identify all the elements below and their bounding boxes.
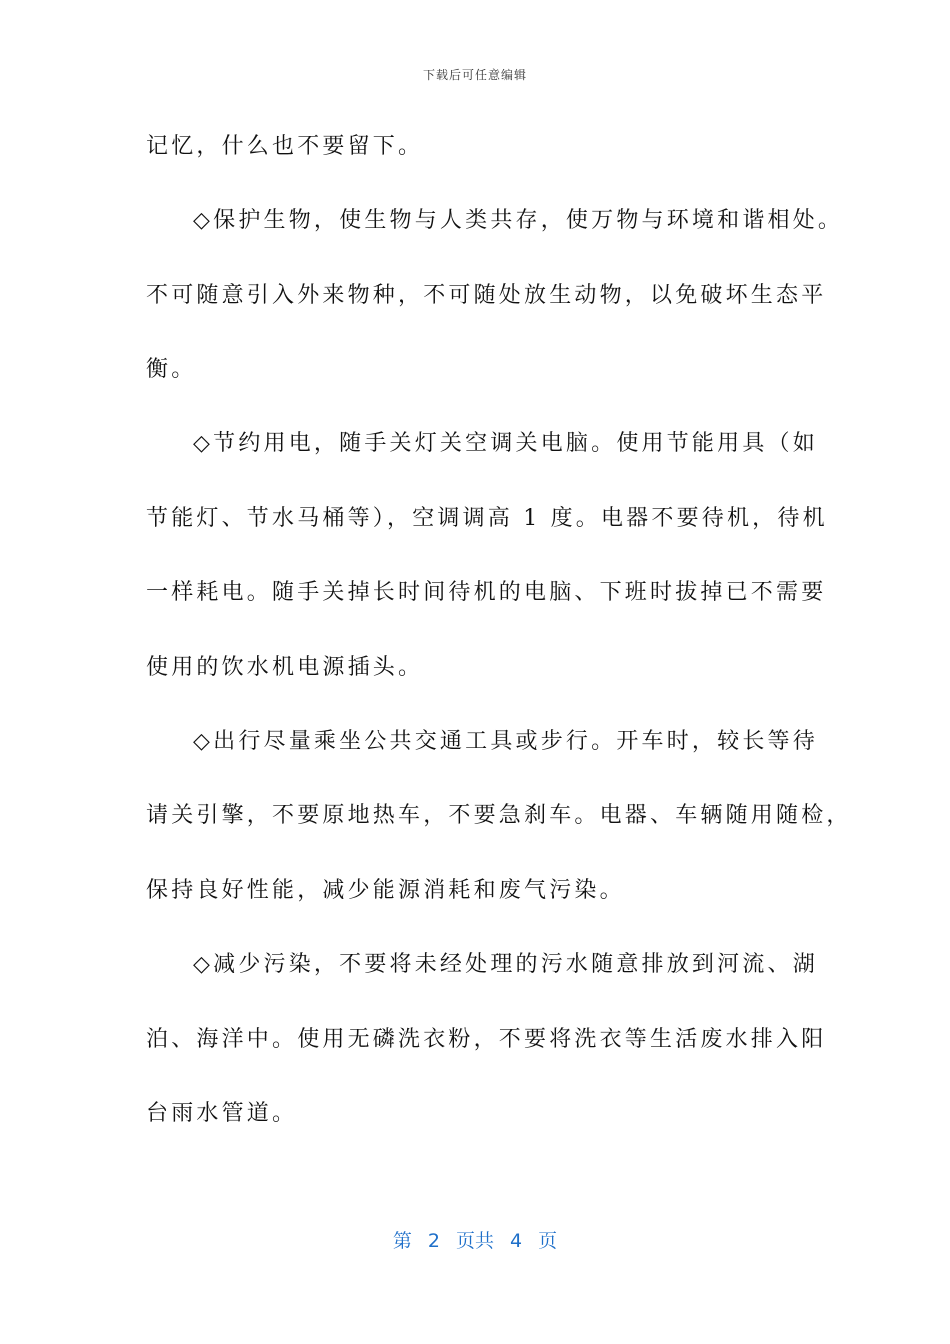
footer-page-number: 2 [427,1230,440,1252]
text-line: 台雨水管道。 [146,1101,298,1126]
text-line: 记忆，什么也不要留下。 [146,134,424,159]
footer-prefix: 第 [392,1230,412,1252]
text-line: 使用的饮水机电源插头。 [146,655,424,680]
page-header: 下载后可任意编辑 [422,68,527,82]
text-line: 不可随意引入外来物种，不可随处放生动物，以免破坏生态平 [146,283,827,308]
text-line: 泊、海洋中。使用无磷洗衣粉，不要将洗衣等生活废水排入阳 [146,1027,827,1052]
footer-middle: 页共 [455,1230,494,1252]
text-line: 一样耗电。随手关掉长时间待机的电脑、下班时拔掉已不需要 [146,580,827,605]
text-line: 保持良好性能，减少能源消耗和废气污染。 [146,878,625,903]
page-footer [0,1226,950,1253]
text-line: ◇减少污染，不要将未经处理的污水随意排放到河流、湖 [193,952,818,977]
text-line: 节能灯、节水马桶等），空调调高 1 度。电器不要待机，待机 [146,506,828,531]
text-line: 请关引擎，不要原地热车，不要急刹车。电器、车辆随用随检， [146,803,852,828]
text-line: 衡。 [146,357,197,382]
text-line: ◇保护生物，使生物与人类共存，使万物与环境和谐相处。 [193,208,844,233]
text-line: ◇节约用电，随手关灯关空调关电脑。使用节能用具（如 [193,431,818,456]
text-line: ◇出行尽量乘坐公共交通工具或步行。开车时，较长等待 [193,729,818,754]
footer-total-pages: 4 [510,1230,523,1252]
footer-suffix: 页 [538,1230,558,1252]
